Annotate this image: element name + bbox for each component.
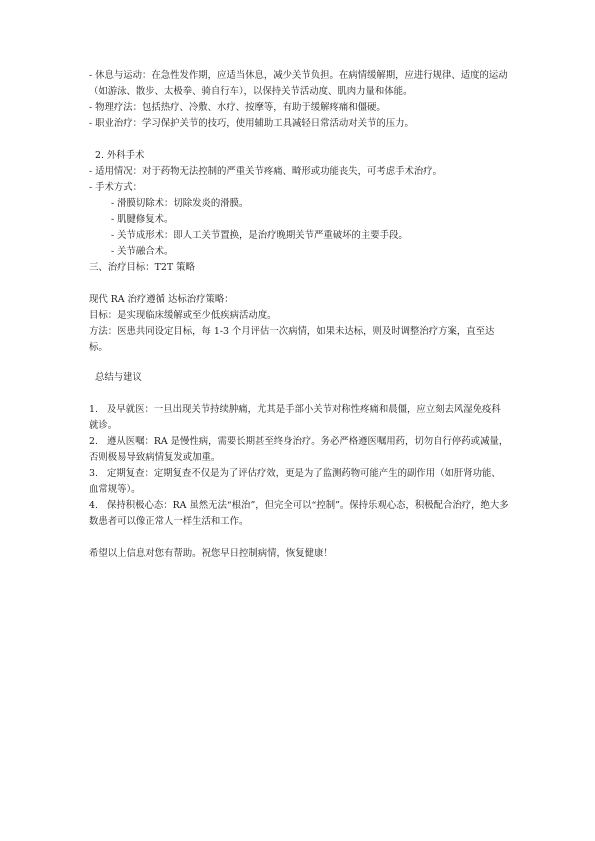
document-page <box>89 68 509 562</box>
summary-item-text: 保持积极心态：RA 虽然无法“根治”，但完全可以“控制”。保持乐观心态，积极配合治疗，绝大多数患者可以像正常人一样生活和工作。 <box>89 500 509 527</box>
summary-heading: 总结与建议 <box>95 372 142 383</box>
summary-item-number: 4. <box>89 500 98 511</box>
summary-item-text: 定期复查：定期复查不仅是为了评估疗效，更是为了监测药物可能产生的副作用（如肝肾功能、血常规等）。 <box>89 468 501 495</box>
surgery-heading: 2. 外科手术 <box>95 150 145 161</box>
surgery-method-item: - 关节成形术：即人工关节置换，是治疗晚期关节严重破坏的主要手段。 <box>111 230 408 241</box>
treatment-goal-heading: 三、治疗目标：T2T 策略 <box>89 262 195 273</box>
summary-item-number: 2. <box>89 436 98 447</box>
t2t-intro: 现代 RA 治疗遵循 达标治疗策略： <box>89 294 234 305</box>
summary-item-text: 遵从医嘱：RA 是慢性病，需要长期甚至终身治疗。务必严格遵医嘱用药，切勿自行停药或减量，否则极易导致病情复发或加重。 <box>89 436 509 463</box>
surgery-method-item: - 关节融合术。 <box>111 246 174 257</box>
summary-item-number: 3. <box>89 468 98 479</box>
t2t-target: 目标：是实现临床缓解或至少低疾病活动度。 <box>89 310 277 321</box>
surgery-methods-label: - 手术方式： <box>89 182 143 193</box>
occupational-therapy-paragraph: - 职业治疗：学习保护关节的技巧，使用辅助工具减轻日常活动对关节的压力。 <box>89 118 414 129</box>
rest-exercise-paragraph: - 休息与运动：在急性发作期，应适当休息，减少关节负担。在病情缓解期，应进行规律、适度的运动（如游泳、散步、太极拳、骑自行车），以保持关节活动度、肌肉力量和体能。 <box>89 70 508 97</box>
surgery-indication: - 适用情况：对于药物无法控制的严重关节疼痛、畸形或功能丧失，可考虑手术治疗。 <box>89 166 443 177</box>
closing-remark: 希望以上信息对您有帮助。祝您早日控制病情，恢复健康！ <box>89 548 333 559</box>
summary-item <box>89 434 509 466</box>
t2t-method: 方法：医患共同设定目标，每 1-3 个月评估一次病情，如果未达标，则及时调整治疗方案，直至达标。 <box>89 326 495 353</box>
summary-item <box>89 498 509 530</box>
surgery-method-item: - 滑膜切除术：切除发炎的滑膜。 <box>111 198 249 209</box>
summary-item <box>89 402 509 434</box>
summary-item-text: 及早就医：一旦出现关节持续肿痛，尤其是手部小关节对称性疼痛和晨僵，应立刻去风湿免疫科就诊。 <box>89 404 501 431</box>
surgery-method-item: - 肌腱修复术。 <box>111 214 174 225</box>
summary-item <box>89 466 509 498</box>
physical-therapy-paragraph: - 物理疗法：包括热疗、冷敷、水疗、按摩等，有助于缓解疼痛和僵硬。 <box>89 102 386 113</box>
summary-item-number: 1. <box>89 404 98 415</box>
